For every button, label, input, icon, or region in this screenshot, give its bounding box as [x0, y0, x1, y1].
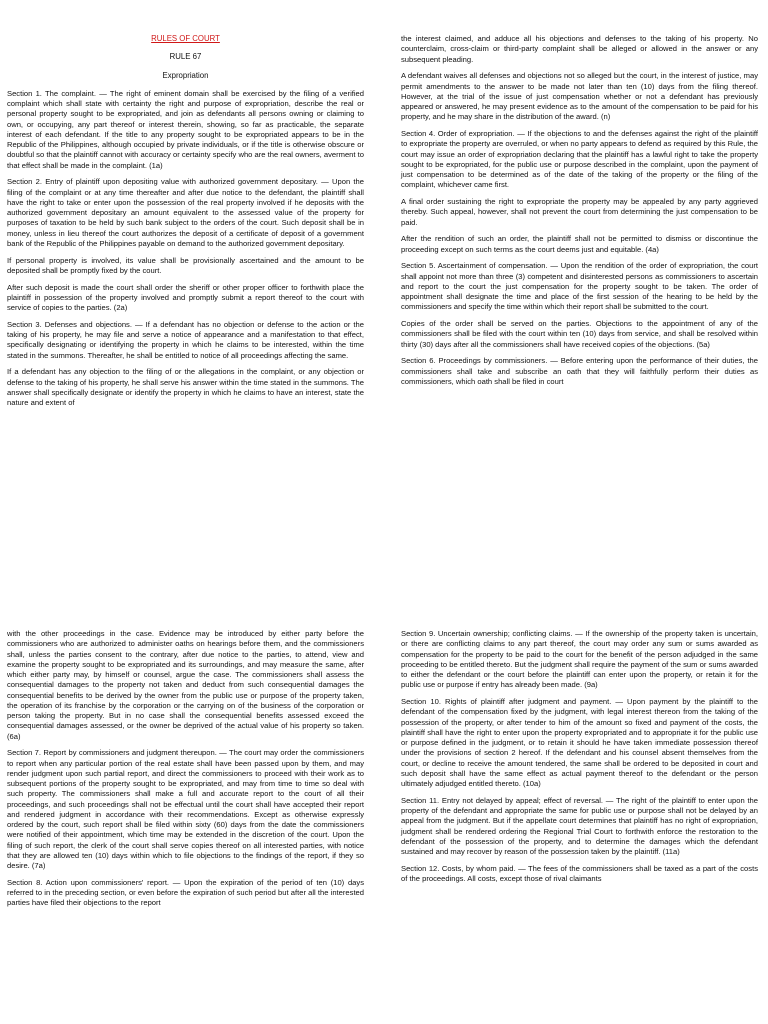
document-title: RULES OF COURT	[151, 34, 220, 43]
page-1-right-column	[401, 34, 758, 394]
page-2-left-column	[7, 629, 364, 915]
paragraph: Section 8. Action upon commissioners' report. — Upon the expiration of the period of ten (10) days referred to in the preceding section, or even before the expiration of such period but after all the interested parties have filed their objections to the report	[7, 877, 364, 908]
paragraph: Copies of the order shall be served on the parties. Objections to the appointment of any of the commissioners shall be filed with the court within ten (10) days from service, and shall be resolved within thirty (30) days after all the commissioners shall have received copies of the objections. (5a)	[401, 319, 758, 349]
paragraph: A final order sustaining the right to expropriate the property may be appealed by any party aggrieved thereby. Such appeal, however, shall not prevent the court from determining the just compensation to be paid.	[401, 197, 758, 227]
paragraph: A defendant waives all defenses and objections not so alleged but the court, in the interest of justice, may permit amendments to the answer to be made not later than ten (10) days from the filing thereof. However, at the trial of the issue of just compensation whether or not a defendant has previously appeared or answered, he may present evidence as to the amount of the compensation to be paid for his property, and he may share in the distribution of the award. (n)	[401, 71, 758, 122]
paragraph: Section 9. Uncertain ownership; conflicting claims. — If the ownership of the property taken is uncertain, or there are conflicting claims to any part thereof, the court may order any sum or sums awarded as compensation for the property to be paid to the court for the benefit of the person adjudged in the same proceeding to be entitled thereto. But the judgment shall require the payment of the sum or sums awarded to either the defendant or the court before the plaintiff can enter upon the property, or retain it for the public use or purpose if entry has already been made. (9a)	[401, 629, 758, 690]
paragraph: After such deposit is made the court shall order the sheriff or other proper officer to forthwith place the plaintiff in possession of the property involved and promptly submit a report thereof to the court with service of copies to the parties. (2a)	[7, 282, 364, 312]
rule-number: RULE 67	[169, 52, 202, 62]
paragraph: Section 10. Rights of plaintiff after judgment and payment. — Upon payment by the plaintiff to the defendant of the compensation fixed by the judgment, with legal interest thereon from the taking of the possession of the property, or after tender to him of the amount so fixed and payment of the costs, the plaintiff shall have the right to enter upon the property expropriated and to appropriate it for the public use or purpose defined in the judgment, or to retain it should he have taken immediate possession thereof under the provisions of section 2 hereof. If the defendant and his counsel absent themselves from the court, or decline to receive the amount tendered, the same shall be ordered to be deposited in court and such deposit shall have the same effect as actual payment thereof to the defendant or the person ultimately adjudged entitled thereto. (10a)	[401, 697, 758, 788]
paragraph: If personal property is involved, its value shall be provisionally ascertained and the amount to be deposited shall be promptly fixed by the court.	[7, 255, 364, 275]
paragraph: Section 11. Entry not delayed by appeal; effect of reversal. — The right of the plaintiff to enter upon the property of the defendant and appropriate the same for public use or purpose shall not be delayed by an appeal from the judgment. But if the appellate court determines that plaintiff has no right of expropriation, judgment shall be rendered ordering the Regional Trial Court to forthwith enforce the restoration to the defendant of the possession of the property, and to determine the damages which the defendant sustained and may recover by reason of the possession taken by the plaintiff. (11a)	[401, 795, 758, 856]
rule-subject: Expropriation	[162, 70, 209, 80]
document-page-2	[0, 622, 768, 1024]
paragraph: Section 7. Report by commissioners and judgment thereupon. — The court may order the commissioners to report when any particular portion of the real estate shall have been passed upon by them, and may render judgment upon such partial report, and direct the commissioners to proceed with their work as to subsequent portions of the property sought to be expropriated, and may from time to time so deal with such property. The commissioners shall make a full and accurate report to the court of all their proceedings, and such proceedings shall not be effectual until the court shall have accepted their report and rendered judgment in accordance with their recommendations. Except as otherwise expressly ordered by the court, such report shall be filed within sixty (60) days from the date the commissioners were notified of their appointment, which time may be extended in the discretion of the court. Upon the filing of such report, the clerk of the court shall serve copies thereof on all interested parties, with notice that they are allowed ten (10) days within which to file objections to the findings of the report, if they so desire. (7a)	[7, 748, 364, 870]
paragraph: Section 12. Costs, by whom paid. — The fees of the commissioners shall be taxed as a part of the costs of the proceedings. All costs, except those of rival claimants	[401, 863, 758, 883]
paragraph: Section 1. The complaint. — The right of eminent domain shall be exercised by the filing of a verified complaint which shall state with certainty the right and purpose of expropriation, describe the real or personal property sought to be expropriated, and join as defendants all persons owning or claiming to own, or occupying, any part thereof or interest therein, showing, so far as practicable, the separate interest of each defendant. If the title to any property sought to be expropriated appears to be in the Republic of the Philippines, although occupied by private individuals, or if the title is otherwise obscure or doubtful so that the plaintiff cannot with accuracy or certainty specify who are the real owners, averment to that effect shall be made in the complaint. (1a)	[7, 88, 364, 170]
paragraph: Section 5. Ascertainment of compensation. — Upon the rendition of the order of expropriation, the court shall appoint not more than three (3) competent and disinterested persons as commissioners to ascertain and report to the court the just compensation for the property sought to be taken. The order of appointment shall designate the time and place of the first session of the hearing to be held by the commissioners and specify the time within which their report shall be submitted to the court.	[401, 261, 758, 312]
paragraph: Section 4. Order of expropriation. — If the objections to and the defenses against the right of the plaintiff to expropriate the property are overruled, or when no party appears to defend as required by this Rule, the court may issue an order of expropriation declaring that the plaintiff has a lawful right to take the property sought to be expropriated, for the public use or purpose described in the complaint, upon the payment of just compensation to be determined as of the date of the taking of the property or the filing of the complaint, whichever came first.	[401, 129, 758, 190]
paragraph: the interest claimed, and adduce all his objections and defenses to the taking of his property. No counterclaim, cross-claim or third-party complaint shall be alleged or allowed in the answer or any subsequent pleading.	[401, 34, 758, 64]
paragraph: Section 6. Proceedings by commissioners. — Before entering upon the performance of their duties, the commissioners shall take and subscribe an oath that they will faithfully perform their duties as commissioners, which oath shall be filed in court	[401, 356, 758, 386]
paragraph: After the rendition of such an order, the plaintiff shall not be permitted to dismiss or discontinue the proceeding except on such terms as the court deems just and equitable. (4a)	[401, 234, 758, 254]
paragraph: Section 2. Entry of plaintiff upon depositing value with authorized government depositary. — Upon the filing of the complaint or at any time thereafter and after due notice to the defendant, the plaintiff shall have the right to take or enter upon the possession of the real property involved if he deposits with the authorized government depositary an amount equivalent to the assessed value of the property for purposes of taxation to be held by such bank subject to the orders of the court. Such deposit shall be in money, unless in lieu thereof the court authorizes the deposit of a certificate of deposit of a government bank of the Republic of the Philippines payable on demand to the authorized government depositary.	[7, 177, 364, 248]
page-1-left-column	[7, 34, 364, 415]
paragraph: with the other proceedings in the case. Evidence may be introduced by either party before the commissioners who are authorized to administer oaths on hearings before them, and the commissioners shall, unless the parties consent to the contrary, after due notice to the parties, to attend, view and examine the property sought to be expropriated and its surroundings, and may measure the same, after which either party may, by himself or counsel, argue the case. The commissioners shall assess the consequential damages to the property not taken and deduct from such consequential damages the consequential benefits to be derived by the owner from the public use or purpose of the property taken, the operation of its franchise by the corporation or the carrying on of the business of the corporation or person taking the property. But in no case shall the consequential benefits assessed exceed the consequential damages assessed, or the owner be deprived of the actual value of his property so taken. (6a)	[7, 629, 364, 741]
paragraph: If a defendant has any objection to the filing of or the allegations in the complaint, or any objection or defense to the taking of his property, he shall serve his answer within the time stated in the summons. The answer shall specifically designate or identify the property in which he claims to have an interest, state the nature and extent of	[7, 367, 364, 407]
page-separator	[0, 580, 768, 622]
paragraph: Section 3. Defenses and objections. — If a defendant has no objection or defense to the action or the taking of his property, he may file and serve a notice of appearance and a manifestation to that effect, specifically designating or identifying the property in which he claims to be interested, within the time stated in the summons. Thereafter, he shall be entitled to notice of all proceedings affecting the same.	[7, 319, 364, 360]
page-2-right-column	[401, 629, 758, 891]
